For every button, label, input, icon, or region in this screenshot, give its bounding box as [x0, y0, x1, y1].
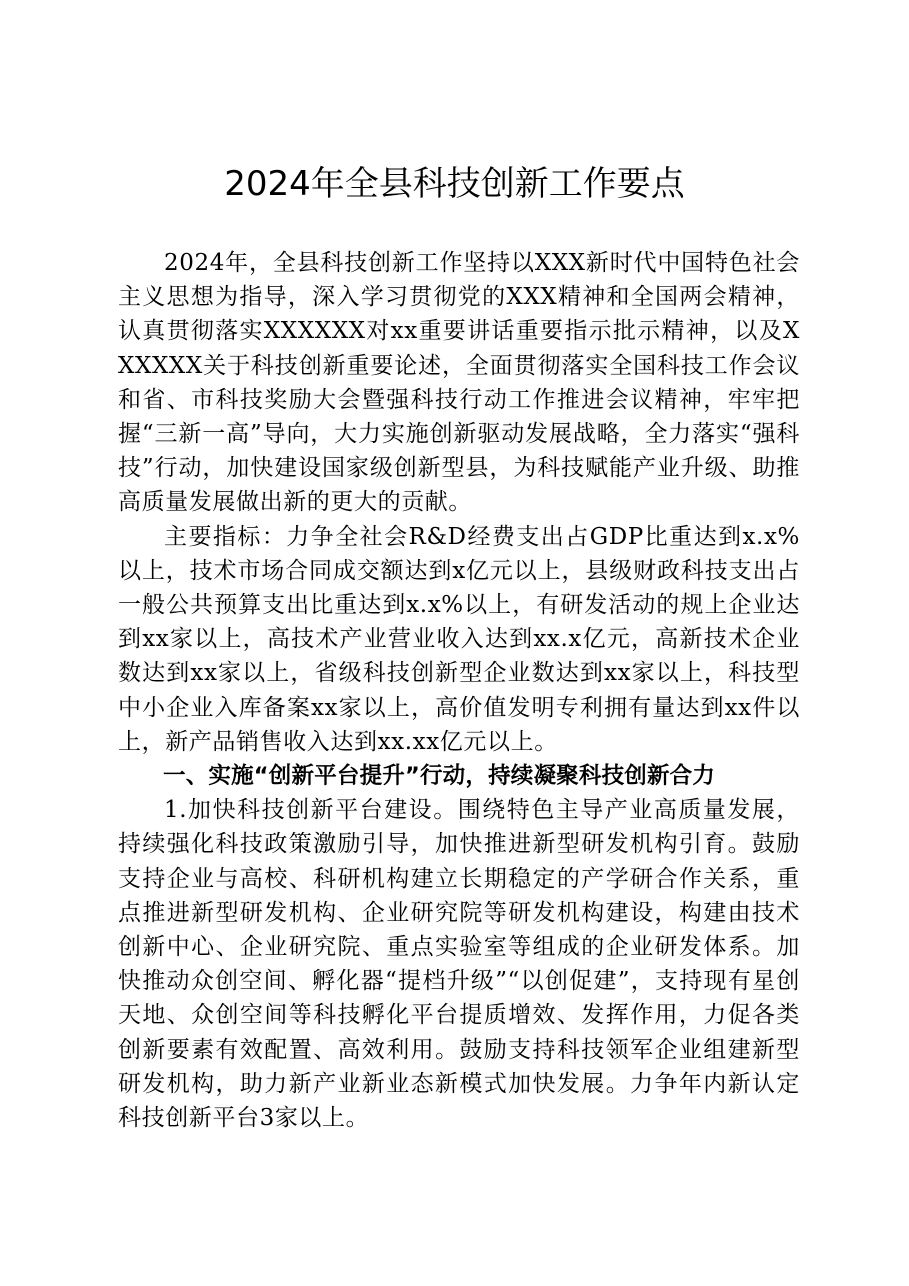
key-targets-paragraph: 主要指标：力争全社会R&D经费支出占GDP比重达到x.x%以上，技术市场合同成交额达到x亿元以上，县级财政科技支出占一般公共预算支出比重达到x.x%以上，有研发活动的规上企业达到xx家以上，高技术产业营业收入达到xx.x亿元，高新技术企业数达到xx家以上，省级科技创新型企业数达到xx家以上，科技型中小企业入库备案xx家以上，高价值发明专利拥有量达到xx件以上，新产品销售收入达到xx.xx亿元以上。 — [118, 523, 800, 755]
intro-paragraph: 2024年，全县科技创新工作坚持以XXX新时代中国特色社会主义思想为指导，深入学习贯彻党的XXX精神和全国两会精神，认真贯彻落实XXXXXX对xx重要讲话重要指示批示精神，以及XXXXXX关于科技创新重要论述，全面贯彻落实全国科技工作会议和省、市科技奖励大会暨强科技行动工作推进会议精神，牢牢把握“三新一高”导向，大力实施创新驱动发展战略，全力落实“强科技”行动，加快建设国家级创新型县，为科技赋能产业升级、助推高质量发展做出新的更大的贡献。 — [118, 250, 800, 516]
document-title: 2024年全县科技创新工作要点 — [224, 164, 685, 204]
document-body — [118, 246, 800, 1135]
item-1-paragraph: 1.加快科技创新平台建设。围绕特色主导产业高质量发展，持续强化科技政策激励引导，加快推进新型研发机构引育。鼓励支持企业与高校、科研机构建立长期稳定的产学研合作关系，重点推进新型研发机构、企业研究院等研发机构建设，构建由技术创新中心、企业研究院、重点实验室等组成的企业研发体系。加快推动众创空间、孵化器“提档升级”“以创促建”，支持现有星创天地、众创空间等科技孵化平台提质增效、发挥作用，力促各类创新要素有效配置、高效利用。鼓励支持科技领军企业组建新型研发机构，助力新产业新业态新模式加快发展。力争年内新认定科技创新平台3家以上。 — [118, 797, 800, 1132]
section-1-heading: 一、实施“创新平台提升”行动，持续凝聚科技创新合力 — [163, 763, 716, 790]
